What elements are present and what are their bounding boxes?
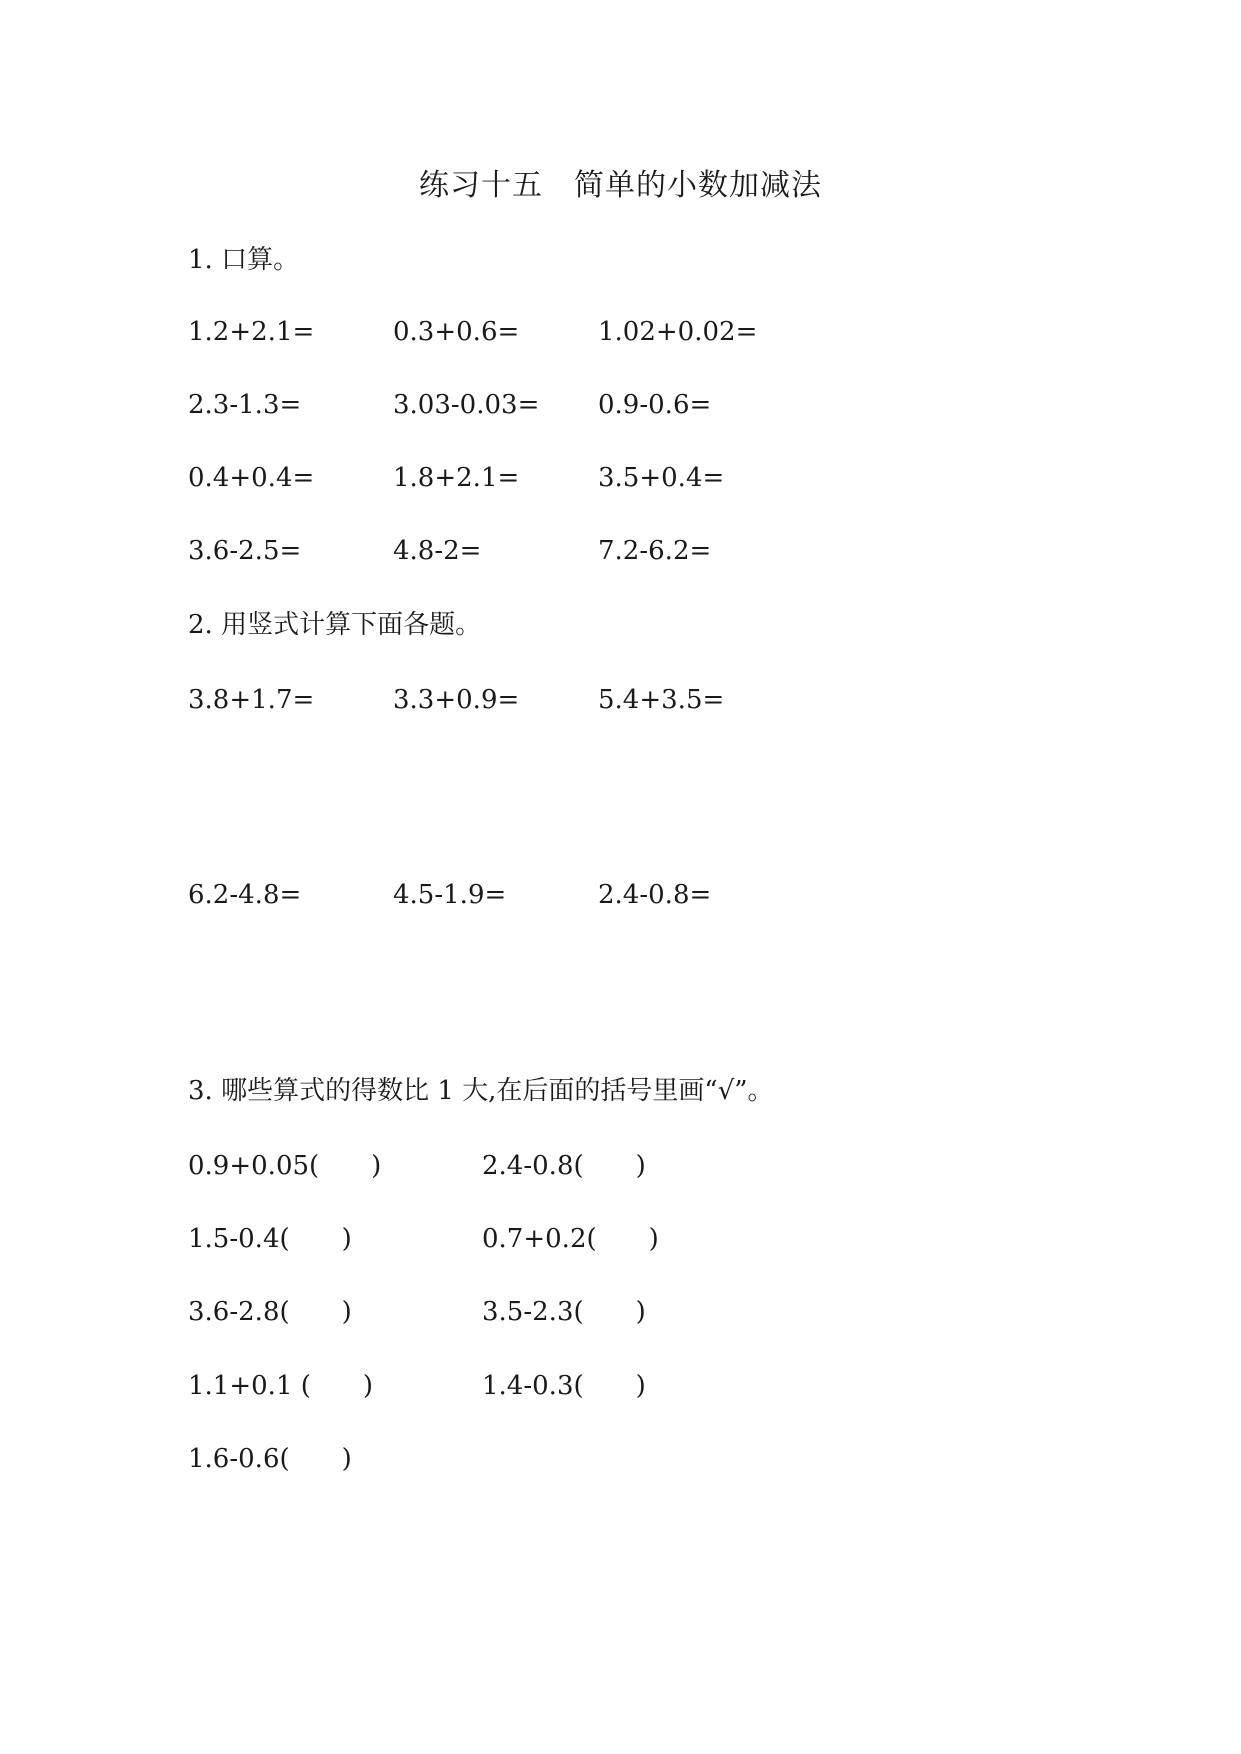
- q2-item: 4.5-1.9=: [393, 880, 507, 910]
- q1-item: 1.2+2.1=: [188, 317, 315, 347]
- q1-item: 0.9-0.6=: [598, 390, 712, 420]
- q3-item: 0.7+0.2( ): [482, 1224, 659, 1254]
- q3-item: 0.9+0.05( ): [188, 1151, 382, 1181]
- q3-item: 3.6-2.8( ): [188, 1297, 352, 1327]
- q1-item: 7.2-6.2=: [598, 536, 712, 566]
- q1-item: 0.3+0.6=: [393, 317, 520, 347]
- q1-item: 3.6-2.5=: [188, 536, 302, 566]
- q3-item: 1.6-0.6( ): [188, 1444, 352, 1474]
- question-1-heading: 1. 口算。: [188, 245, 300, 275]
- q2-item: 6.2-4.8=: [188, 880, 302, 910]
- q1-item: 3.5+0.4=: [598, 463, 725, 493]
- q1-item: 2.3-1.3=: [188, 390, 302, 420]
- question-3-heading: 3. 哪些算式的得数比 1 大,在后面的括号里画“√”。: [188, 1076, 774, 1106]
- q3-item: 3.5-2.3( ): [482, 1297, 646, 1327]
- q1-item: 1.8+2.1=: [393, 463, 520, 493]
- q2-item: 2.4-0.8=: [598, 880, 712, 910]
- q3-item: 1.5-0.4( ): [188, 1224, 352, 1254]
- question-2-heading: 2. 用竖式计算下面各题。: [188, 610, 482, 640]
- q2-item: 3.3+0.9=: [393, 685, 520, 715]
- q1-item: 0.4+0.4=: [188, 463, 315, 493]
- q3-item: 2.4-0.8( ): [482, 1151, 646, 1181]
- q1-item: 1.02+0.02=: [598, 317, 758, 347]
- page-title: 练习十五 简单的小数加减法: [419, 168, 822, 203]
- q3-item: 1.4-0.3( ): [482, 1371, 646, 1401]
- q1-item: 3.03-0.03=: [393, 390, 540, 420]
- q1-item: 4.8-2=: [393, 536, 482, 566]
- q2-item: 5.4+3.5=: [598, 685, 725, 715]
- q2-item: 3.8+1.7=: [188, 685, 315, 715]
- q3-item: 1.1+0.1 ( ): [188, 1371, 374, 1401]
